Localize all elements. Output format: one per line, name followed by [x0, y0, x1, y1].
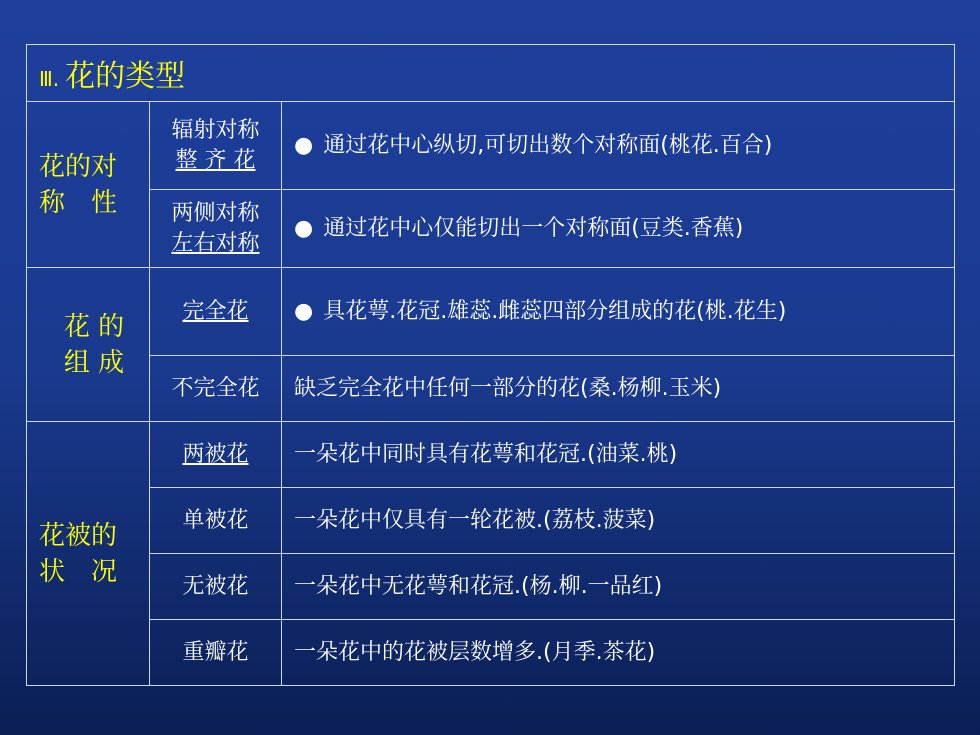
description-text: 一朵花中同时具有花萼和花冠.(油菜.桃) — [294, 441, 678, 467]
subtype-cell — [150, 554, 282, 620]
description-text: 缺乏完全花中任何一部分的花(桑.杨柳.玉米) — [294, 375, 722, 401]
subtype-cell — [150, 356, 282, 422]
bullet-icon: ● — [294, 215, 314, 241]
table-row — [27, 554, 955, 620]
description-cell — [282, 268, 955, 356]
description-cell — [282, 102, 955, 190]
category-perianth: 花被的 状 况 — [27, 422, 150, 686]
subtype-label-alt: 整 齐 花 — [175, 147, 256, 173]
category-symmetry: 花的对 称 性 — [27, 102, 150, 268]
table-row — [27, 488, 955, 554]
subtype-label: 两被花 — [182, 441, 249, 467]
description-text: 通过花中心仅能切出一个对称面(豆类.香蕉) — [323, 215, 744, 241]
description-text: 具花萼.花冠.雄蕊.雌蕊四部分组成的花(桃.花生) — [323, 298, 787, 324]
subtype-label: 完全花 — [182, 298, 249, 324]
title-cell — [27, 45, 955, 102]
section-numeral: Ⅲ. — [39, 67, 60, 91]
subtype-label: 两侧对称 — [171, 200, 260, 226]
description-cell — [282, 554, 955, 620]
subtype-label-alt: 左右对称 — [171, 230, 260, 256]
table-row — [27, 102, 955, 190]
table-row — [27, 356, 955, 422]
description-cell — [282, 620, 955, 686]
page-title: 花的类型 — [65, 59, 186, 94]
flower-types-table — [26, 44, 955, 686]
subtype-cell — [150, 620, 282, 686]
description-text: 通过花中心纵切,可切出数个对称面(桃花.百合) — [323, 132, 773, 158]
subtype-label: 重瓣花 — [182, 639, 249, 665]
subtype-cell — [150, 102, 282, 190]
subtype-label: 不完全花 — [171, 375, 260, 401]
description-cell — [282, 422, 955, 488]
table-row — [27, 268, 955, 356]
subtype-cell — [150, 422, 282, 488]
subtype-label: 辐射对称 — [171, 117, 260, 143]
subtype-label: 无被花 — [182, 573, 249, 599]
subtype-cell — [150, 488, 282, 554]
title-row — [27, 45, 955, 102]
subtype-label: 单被花 — [182, 507, 249, 533]
subtype-cell — [150, 190, 282, 268]
subtype-cell — [150, 268, 282, 356]
bullet-icon: ● — [294, 132, 314, 158]
description-text: 一朵花中无花萼和花冠.(杨.柳.一品红) — [294, 573, 663, 599]
description-cell — [282, 190, 955, 268]
description-cell — [282, 356, 955, 422]
table-row — [27, 620, 955, 686]
table-row — [27, 190, 955, 268]
category-composition: 花 的 组 成 — [27, 268, 150, 422]
table-row — [27, 422, 955, 488]
description-text: 一朵花中的花被层数增多.(月季.茶花) — [294, 639, 656, 665]
description-text: 一朵花中仅具有一轮花被.(荔枝.菠菜) — [294, 507, 656, 533]
bullet-icon: ● — [294, 298, 314, 324]
description-cell — [282, 488, 955, 554]
